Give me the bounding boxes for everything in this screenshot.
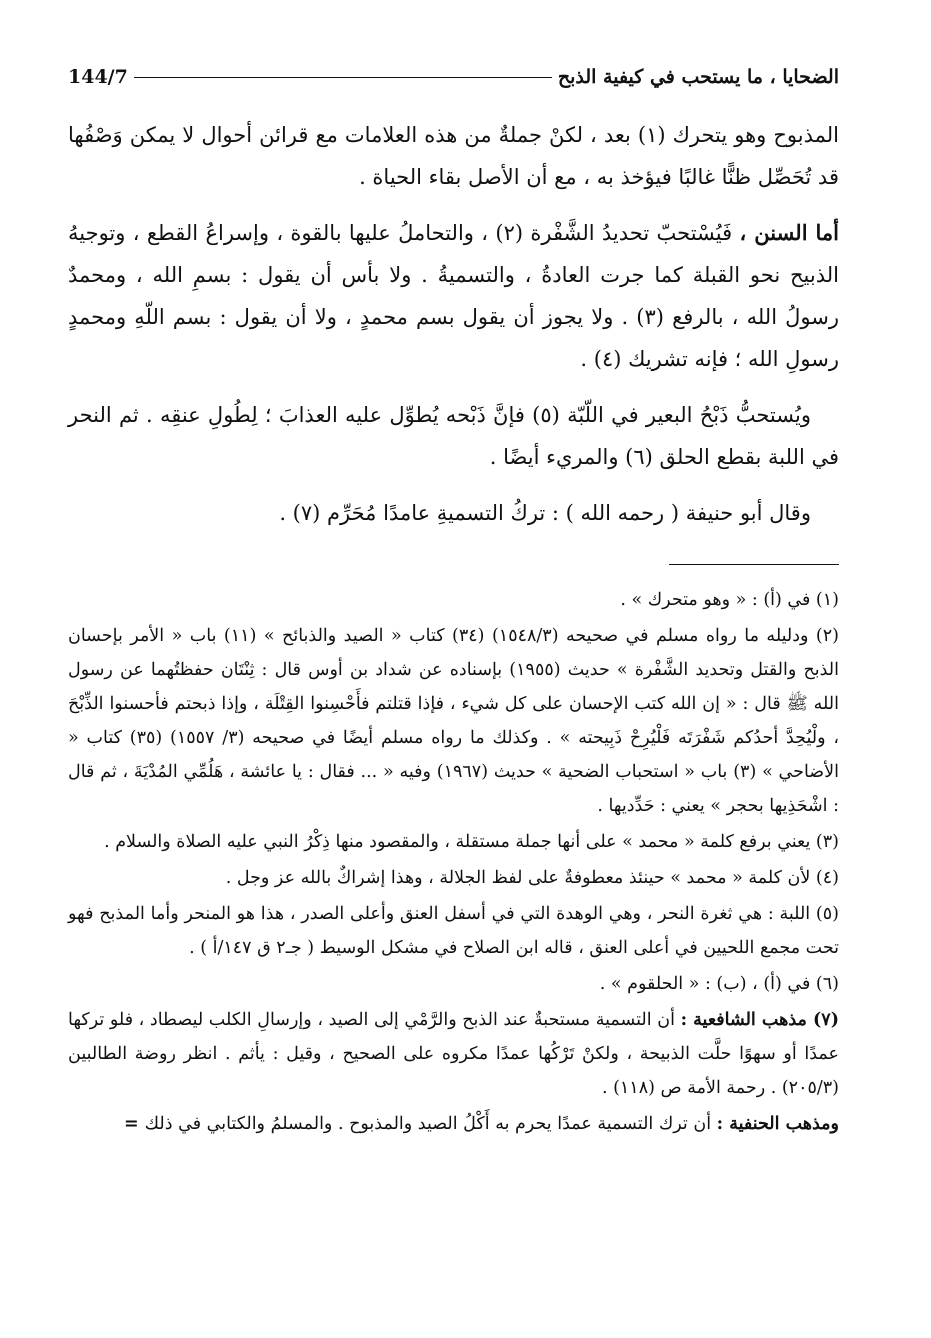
footnote-7b-text: أن ترك التسمية عمدًا يحرم به أَكْلُ الصيد والمذبوح . والمسلمُ والكتابي في ذلك [144, 1114, 712, 1134]
paragraph-2-text: فَيُسْتحبّ تحديدُ الشَّفْرة (٢) ، والتحاملُ عليها بالقوة ، وإسراعُ القطع ، وتوجيهُ الذبيح نحو القبلة كما جرت العادةُ ، والتسميةُ . ولا بأس أن يقول : بسمِ الله ، ومحمدٌ رسولُ الله ، بالرفع (٣) . ولا يجوز أن يقول بسم محمدٍ ، ولا أن يقول : بسم اللّهِ ومحمدٍ رسولِ الله ؛ فإنه تشريك (٤) . [68, 221, 839, 371]
paragraph-3: ويُستحبُّ ذَبْحُ البعير في اللّبّة (٥) فإنَّ ذَبْحه يُطوِّل عليه العذابَ ؛ لِطُولِ عنقِه . ثم النحر في اللبة بقطع الحلق (٦) والمريء أيضًا . [68, 403, 839, 469]
page-number: 144/7 [68, 66, 128, 88]
footnote-1: (١) في (أ) : « وهو متحرك » . [620, 590, 839, 610]
header-title: الضحايا ، ما يستحب في كيفية الذبح [557, 66, 839, 88]
footnote-7-continued [68, 1107, 839, 1141]
footnote-5: (٥) اللبة : هي ثغرة النحر ، وهي الوهدة التي في أسفل العنق وأعلى الصدر ، هذا هو المنحر وأما المذبح فهو تحت مجمع اللحيين في أعلى العنق ، قاله ابن الصلاح في مشكل الوسيط ( جـ٢ ق ١٤٧/أ ) . [68, 904, 839, 958]
paragraph-2-lead: أما السنن ، [739, 220, 839, 245]
footnote-7-text: أن التسمية مستحبةٌ عند الذبح والرَّمْي إلى الصيد ، وإرسالِ الكلب ليصطاد ، فلو تركها عمدًا أو سهوًا حلَّت الذبيحة ، ولكنْ تَرْكُها عمدًا مكروه على الصحيح ، وقيل : يأثم . انظر روضة الطالبين (٢٠٥/٣) . رحمة الأمة ص (١١٨) . [68, 1010, 839, 1098]
main-text [68, 114, 839, 534]
footnote-2: (٢) ودليله ما رواه مسلم في صحيحه (١٥٤٨/٣) (٣٤) كتاب « الصيد والذبائح » (١١) باب « الأمر بإحسان الذبح والقتل وتحديد الشَّفْرة » حديث (١٩٥٥) بإسناده عن شداد بن أوس قال : ثِنْتَان حفظتُهما عن رسول الله ﷺ قال : « إن الله كتب الإحسان على كل شيء ، فإذا قتلتم فأَحْسِنوا القِتْلَة ، وإذا ذبحتم فأحسنوا الذِّبْحَ ، ولْيُحِدَّ أحدُكم شَفْرَتَه فَلْيُرِحْ ذَبِيحته » . وكذلك ما رواه مسلم أيضًا في صحيحه (٣/ ١٥٥٧) (٣٥) كتاب « الأضاحي » (٣) باب « استحباب الضحية » حديث (١٩٦٧) وفيه « ... فقال : يا عائشة ، هَلُمِّي المُدْيَةَ ، ثم قال : اشْحَذِيها بحجر » يعني : حَدِّديها . [68, 626, 839, 816]
footnote-6: (٦) في (أ) ، (ب) : « الحلقوم » . [599, 974, 839, 994]
footnote-7-lead: (٧) مذهب الشافعية : [680, 1010, 839, 1030]
footnote-3: (٣) يعني برفع كلمة « محمد » على أنها جملة مستقلة ، والمقصود منها ذِكْرُ النبي عليه الصلاة والسلام . [104, 832, 839, 852]
paragraph-4: وقال أبو حنيفة ( رحمه الله ) : تركُ التسميةِ عامدًا مُحَرِّم (٧) . [279, 501, 811, 525]
footnote-separator [669, 564, 839, 565]
continuation-mark: = [124, 1114, 139, 1134]
running-header [68, 62, 839, 92]
paragraph-1: المذبوح وهو يتحرك (١) بعد ، لكنْ جملةٌ من هذه العلامات مع قرائن أحوال لا يمكن وَصْفُها قد تُحَصِّل ظنًّا غالبًا فيؤخذ به ، مع أن الأصل بقاء الحياة . [68, 123, 839, 189]
footnote-7b-lead: ومذهب الحنفية : [716, 1114, 839, 1134]
footnotes [68, 583, 839, 1141]
header-rule [134, 77, 552, 78]
footnote-4: (٤) لأن كلمة « محمد » حينئذ معطوفةٌ على لفظ الجلالة ، وهذا إشراكٌ بالله عز وجل . [225, 868, 839, 888]
paragraph-2 [68, 212, 839, 380]
footnote-7 [68, 1003, 839, 1105]
